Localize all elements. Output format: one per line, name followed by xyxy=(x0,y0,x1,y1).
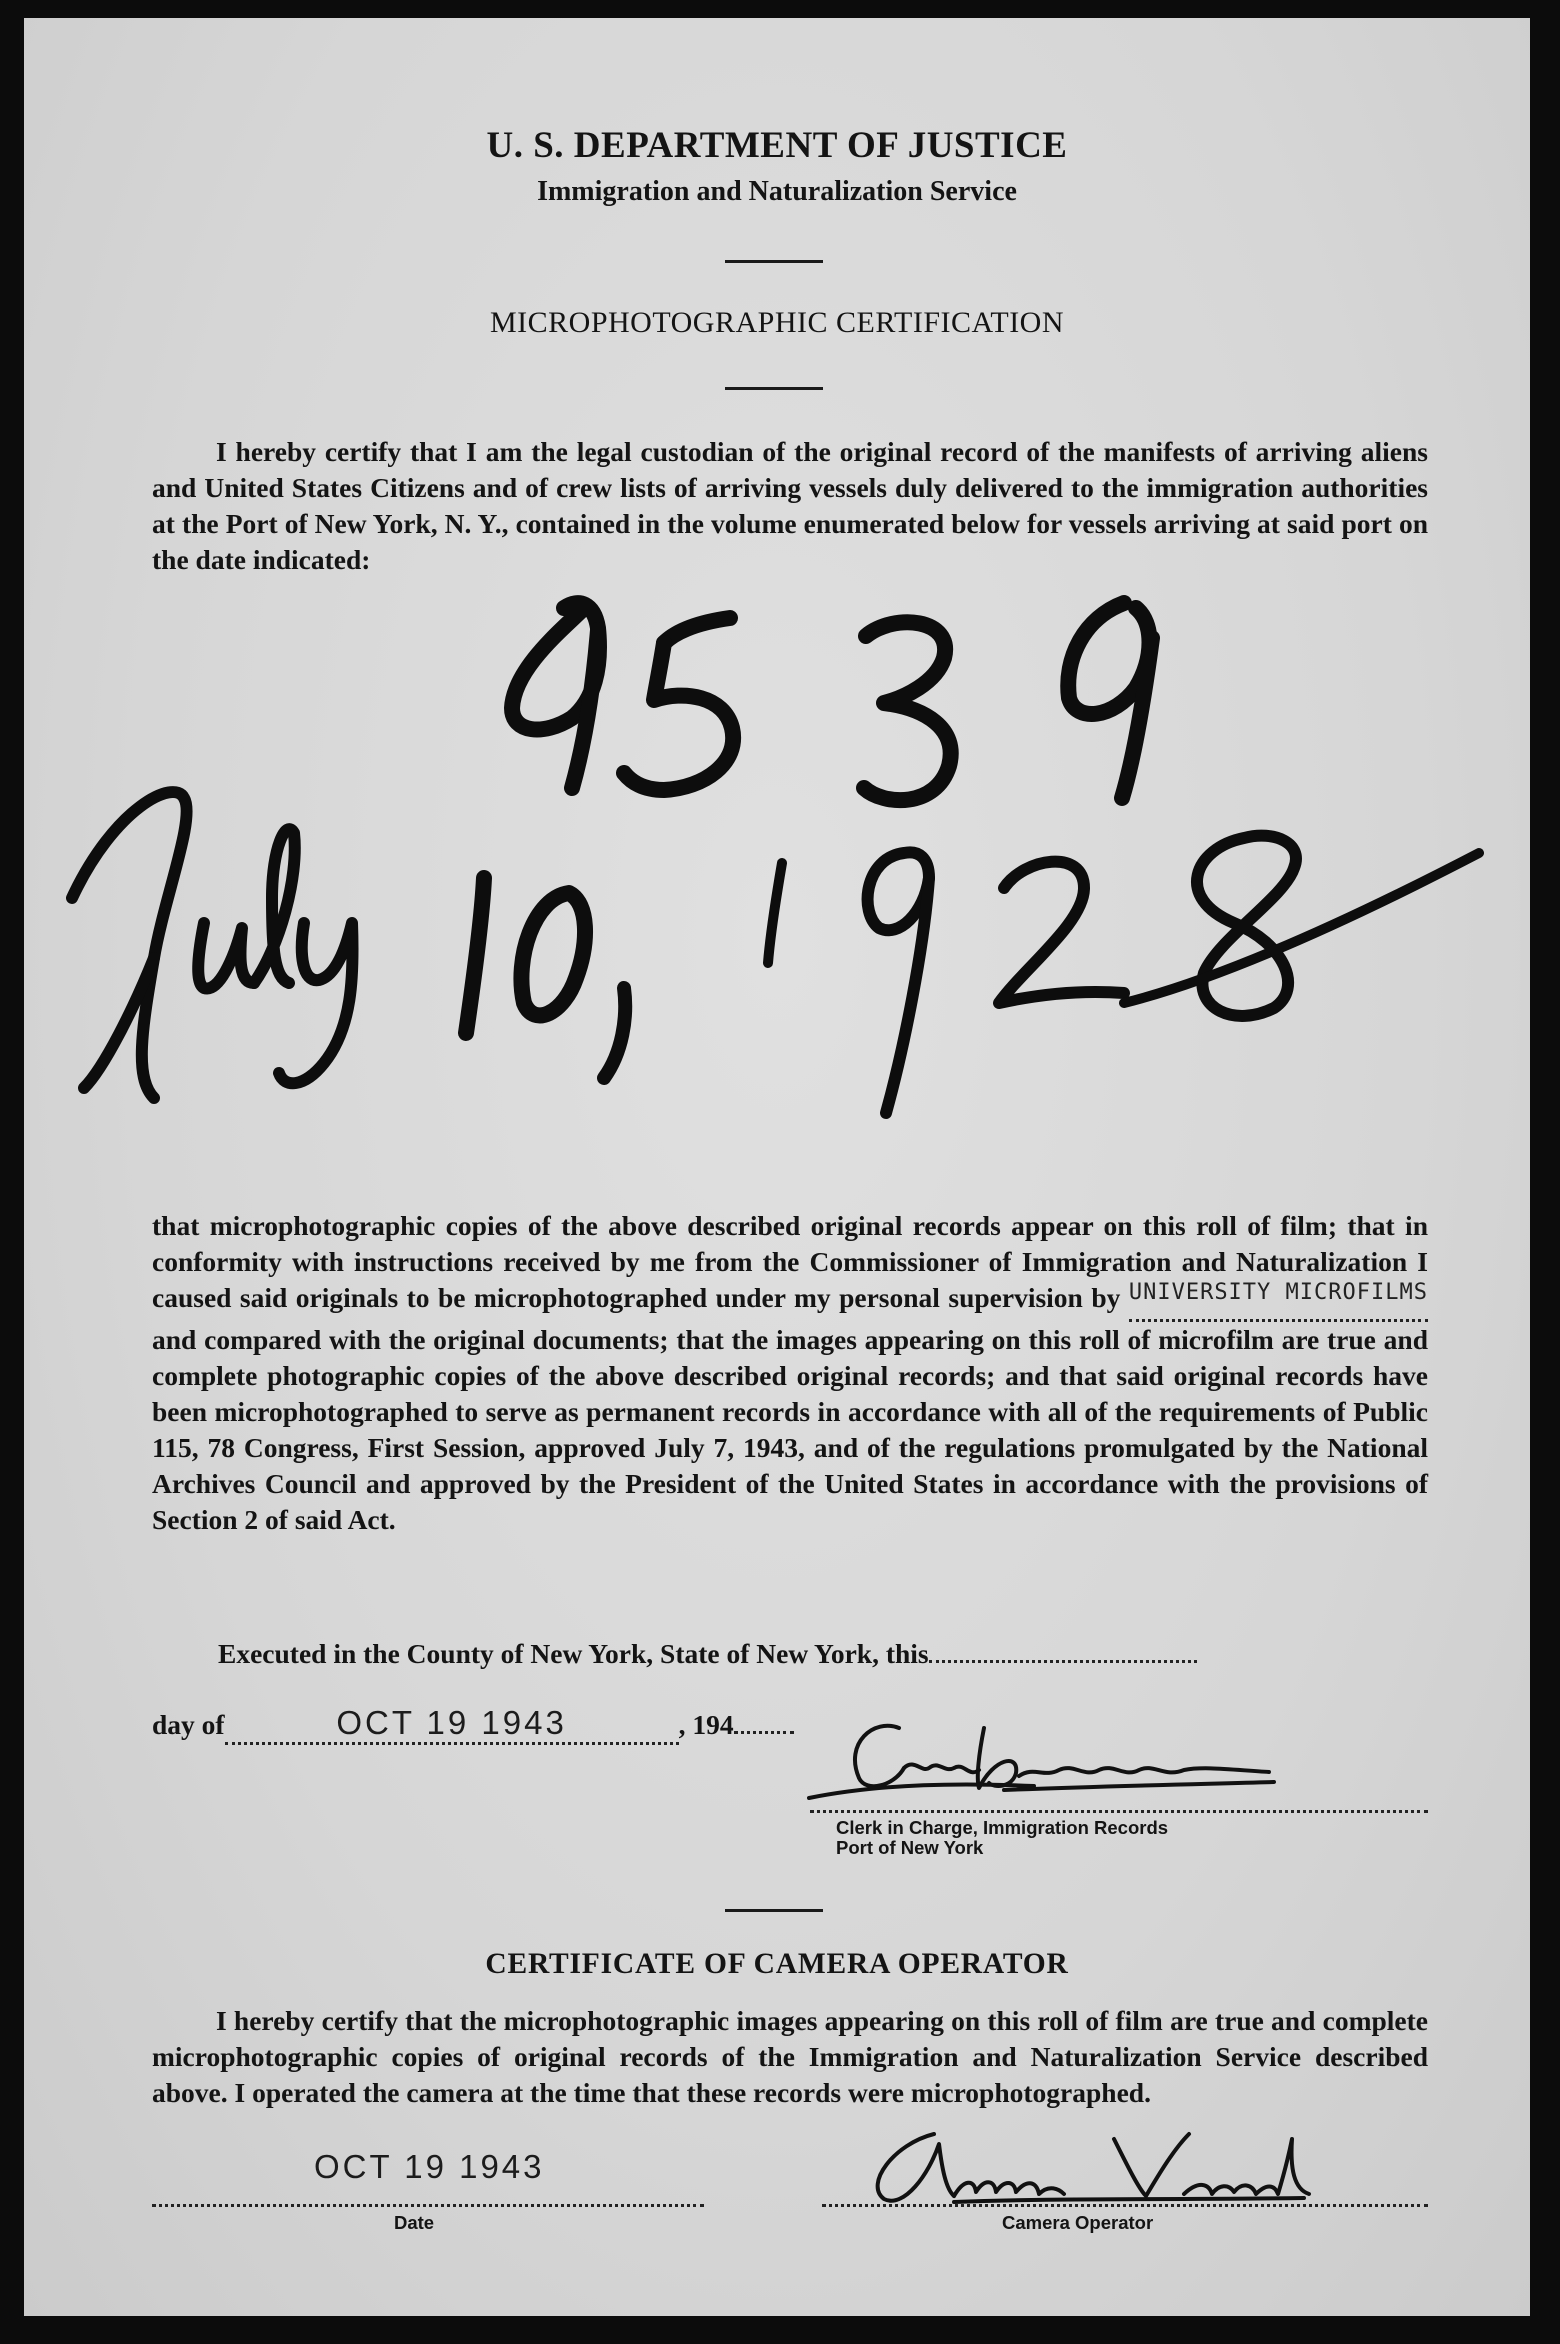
supervisor-field xyxy=(1129,1280,1428,1322)
executed-line xyxy=(218,1638,1428,1670)
camera-operator-label: Camera Operator xyxy=(1002,2212,1154,2233)
clerk-title xyxy=(836,1818,1168,1858)
executed-day-field xyxy=(929,1640,1197,1663)
divider xyxy=(725,260,823,263)
operator-signature-line xyxy=(822,2204,1428,2207)
day-of-field xyxy=(225,1704,679,1745)
clerk-title-line-2: Port of New York xyxy=(836,1837,984,1858)
supervisor-value: UNIVERSITY MICROFILMS xyxy=(1128,1280,1428,1305)
divider xyxy=(725,1909,823,1912)
clerk-title-line-1: Clerk in Charge, Immigration Records xyxy=(836,1817,1169,1838)
certification-paragraph-2 xyxy=(152,1208,1428,1538)
camera-operator-heading: CERTIFICATE OF CAMERA OPERATOR xyxy=(485,1948,1069,1980)
clerk-signature xyxy=(804,1698,1364,1818)
divider xyxy=(725,387,823,390)
date-label: Date xyxy=(394,2212,435,2233)
day-of-label: day of xyxy=(152,1709,225,1740)
year-field xyxy=(734,1711,794,1734)
paragraph-text: and compared with the original documents; that the images appearing on this roll of microfilm are true and complete photographic copies of the above described original records; and that said original records have been microphotographed to serve as permanent records in accordance with all of the requirements of Public 115, 78 Congress, First Session, approved July 7, 1943, and of the regulations promulgated by the National Archives Council and approved by the President of the United States in accordance with the provisions of Section 2 of said Act. xyxy=(152,1324,1428,1535)
certification-heading: MICROPHOTOGRAPHIC CERTIFICATION xyxy=(489,306,1065,339)
day-of-stamp: OCT 19 1943 xyxy=(336,1704,567,1741)
date-stamp: OCT 19 1943 xyxy=(314,2148,545,2185)
year-prefix: , 194 xyxy=(678,1709,734,1740)
department-title: U. S. DEPARTMENT OF JUSTICE xyxy=(486,125,1068,166)
camera-operator-paragraph: I hereby certify that the microphotographic images appearing on this roll of film are true and complete microphotographic copies of original records of the Immigration and Naturalization Service described above. I operated the camera at the time that these records were microphotographed. xyxy=(152,2005,1428,2108)
service-subtitle: Immigration and Naturalization Service xyxy=(537,176,1017,207)
certification-paragraph: I hereby certify that I am the legal custodian of the original record of the manifests of arriving aliens and United States Citizens and of crew lists of arriving vessels duly delivered to the immigration authorities at the Port of New York, N. Y., contained in the volume enumerated below for vessels arriving at said port on the date indicated: xyxy=(152,436,1428,575)
date-line xyxy=(152,2204,704,2207)
paragraph-text: that microphotographic copies of the above described original records appear on this roll of film; that in conformity with instructions received by me from the Commissioner of Immigration and Naturalization I caused said originals to be microphotographed under my personal supervision by xyxy=(152,1210,1428,1313)
day-of-line xyxy=(152,1704,872,1745)
camera-operator-signature xyxy=(854,2114,1374,2224)
clerk-signature-line xyxy=(810,1810,1428,1813)
executed-text: Executed in the County of New York, State of New York, this xyxy=(218,1638,929,1669)
certificate-sheet xyxy=(24,18,1530,2316)
